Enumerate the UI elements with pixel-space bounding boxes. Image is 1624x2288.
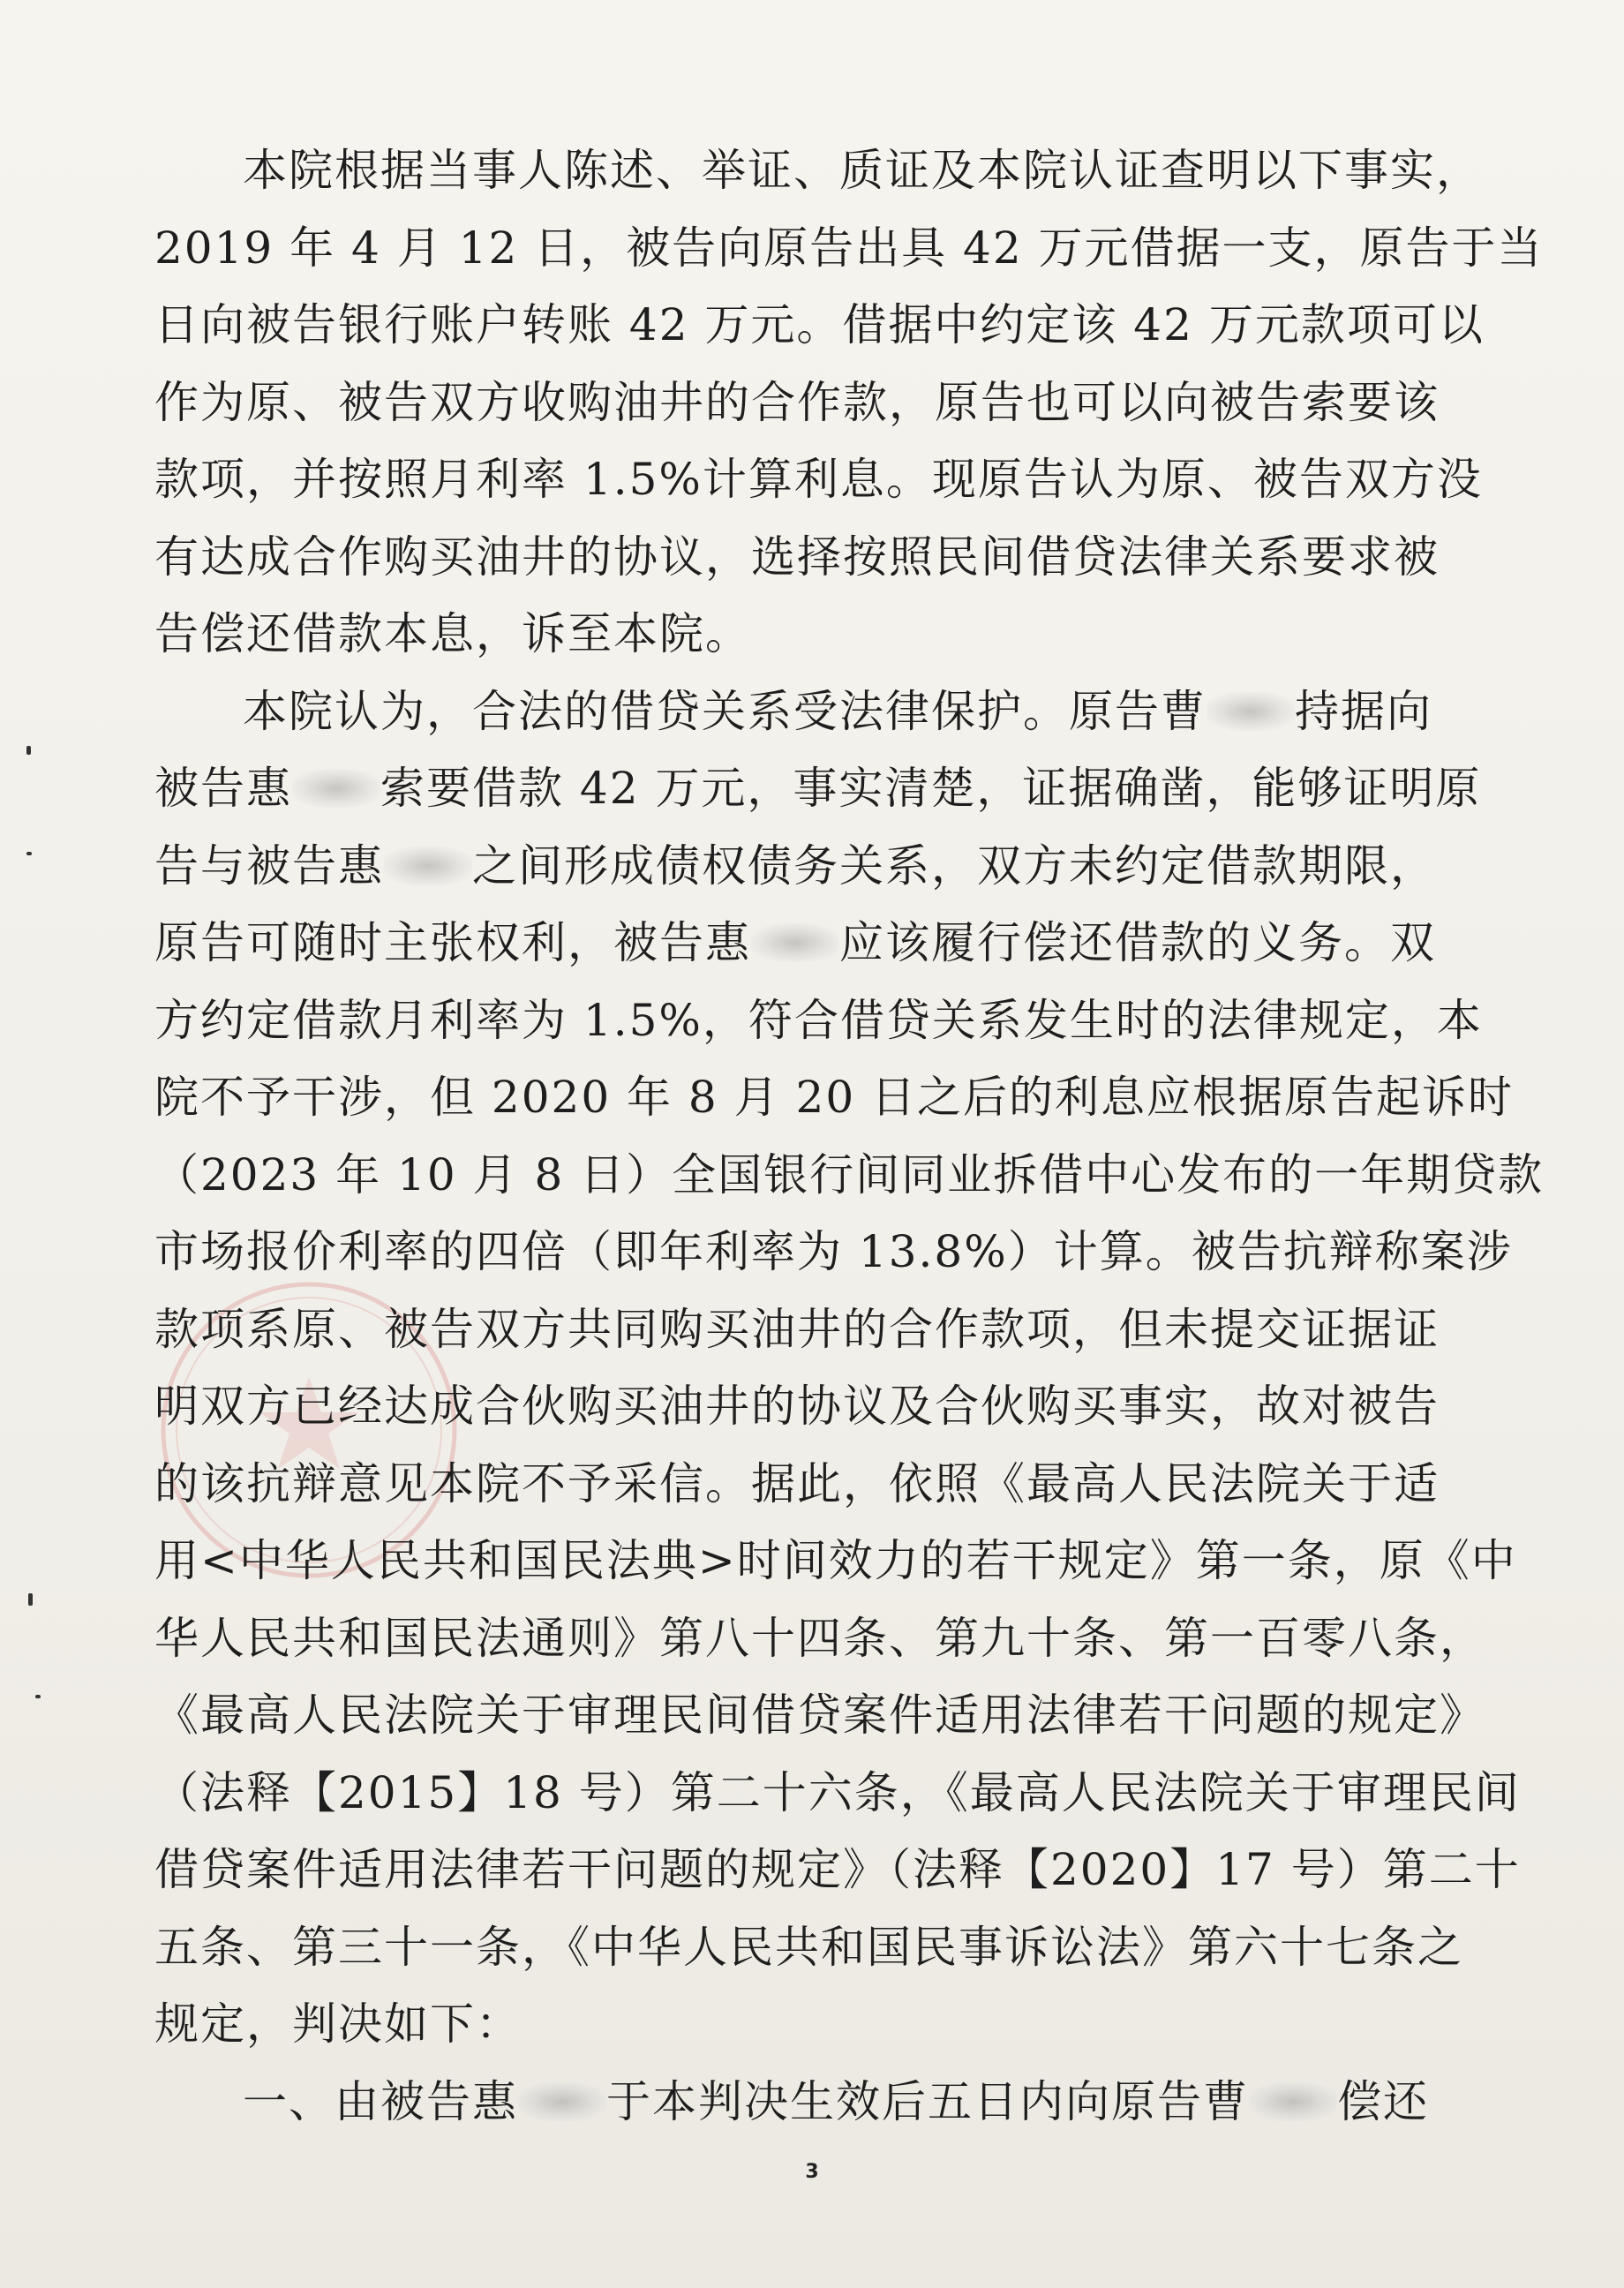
text-segment: 索要借款 42 万元，事实清楚，证据确凿，能够证明原 <box>380 763 1482 814</box>
text-segment: 一、由被告惠 <box>243 2075 518 2127</box>
paragraph-reasoning-line <box>154 750 1482 828</box>
paragraph-reasoning-line-1 <box>154 674 1478 751</box>
paragraph-facts-line: 有达成合作购买油井的协议，选择按照民间借贷法律关系要求被 <box>154 531 1440 583</box>
paragraph-reasoning-line: 的该抗辩意见本院不予采信。据此，依照《最高人民法院关于适 <box>154 1457 1440 1509</box>
redacted-name <box>292 769 380 808</box>
text-segment: 于本判决生效后五日内向原告曹 <box>606 2075 1249 2127</box>
paragraph-reasoning-line: （2023 年 10 月 8 日）全国银行间同业拆借中心发布的一年期贷款 <box>154 1148 1545 1200</box>
redacted-name <box>518 2082 606 2121</box>
text-segment: 持据向 <box>1295 685 1432 737</box>
paragraph-facts-line-1: 本院根据当事人陈述、举证、质证及本院认证查明以下事实， <box>243 145 1482 196</box>
paragraph-reasoning-line: 华人民共和国民法通则》第八十四条、第九十条、第一百零八条， <box>154 1612 1485 1664</box>
redacted-name <box>1207 692 1295 731</box>
paragraph-reasoning-line: 用<中华人民共和国民法典>时间效力的若干规定》第一条，原《中 <box>154 1535 1517 1586</box>
paragraph-facts-line: 日向被告银行账户转账 42 万元。借据中约定该 42 万元款项可以 <box>154 299 1485 350</box>
paragraph-reasoning-line: 五条、第三十一条，《中华人民共和国民事诉讼法》第六十七条之 <box>154 1921 1463 1973</box>
paragraph-reasoning-line: 院不予干涉，但 2020 年 8 月 20 日之后的利息应根据原告起诉时 <box>154 1072 1515 1123</box>
paragraph-reasoning-line: 明双方已经达成合伙购买油井的协议及合伙购买事实，故对被告 <box>154 1381 1440 1432</box>
paragraph-reasoning-line <box>154 828 1478 906</box>
paragraph-reasoning-line: 《最高人民法院关于审理民间借贷案件适用法律若干问题的规定》 <box>154 1690 1485 1741</box>
judgment-body-text <box>154 132 1545 2141</box>
text-segment: 偿还 <box>1337 2075 1429 2127</box>
scan-mark <box>26 852 32 855</box>
paragraph-reasoning-line: 市场报价利率的四倍（即年利率为 13.8%）计算。被告抗辩称案涉 <box>154 1226 1513 1277</box>
paragraph-reasoning-line: 款项系原、被告双方共同购买油井的合作款项，但未提交证据证 <box>154 1303 1440 1355</box>
paragraph-reasoning-line: 借贷案件适用法律若干问题的规定》（法释【2020】17 号）第二十 <box>154 1844 1521 1895</box>
text-segment: 之间形成债权债务关系，双方未约定借款期限， <box>472 839 1436 892</box>
text-segment: 原告可随时主张权利，被告惠 <box>154 917 751 968</box>
paragraph-reasoning-line: 方约定借款月利率为 1.5%，符合借贷关系发生时的法律规定，本 <box>154 994 1483 1046</box>
text-segment: 被告惠 <box>154 763 292 814</box>
paragraph-reasoning-line: 规定，判决如下： <box>154 1998 522 2050</box>
redacted-name <box>384 847 472 885</box>
scan-mark <box>26 746 31 755</box>
text-segment: 本院认为，合法的借贷关系受法律保护。原告曹 <box>243 685 1207 737</box>
paragraph-facts-line: 告偿还借款本息，诉至本院。 <box>154 608 751 659</box>
text-segment: 应该履行偿还借款的义务。双 <box>839 917 1436 968</box>
paragraph-reasoning-line <box>154 905 1478 982</box>
scan-mark <box>28 1593 33 1606</box>
page-number: 3 <box>805 2161 819 2183</box>
paragraph-facts-line: 2019 年 4 月 12 日，被告向原告出具 42 万元借据一支，原告于当 <box>154 222 1544 274</box>
judgment-item-1-line <box>154 2064 1478 2141</box>
redacted-name <box>751 923 839 962</box>
paragraph-facts-line: 款项，并按照月利率 1.5%计算利息。现原告认为原、被告双方没 <box>154 454 1483 505</box>
text-segment: 告与被告惠 <box>154 839 384 892</box>
scan-mark <box>35 1695 41 1698</box>
redacted-name <box>1249 2082 1337 2121</box>
paragraph-facts-line: 作为原、被告双方收购油井的合作款，原告也可以向被告索要该 <box>154 376 1440 428</box>
paragraph-reasoning-line: （法释【2015】18 号）第二十六条，《最高人民法院关于审理民间 <box>154 1766 1521 1818</box>
